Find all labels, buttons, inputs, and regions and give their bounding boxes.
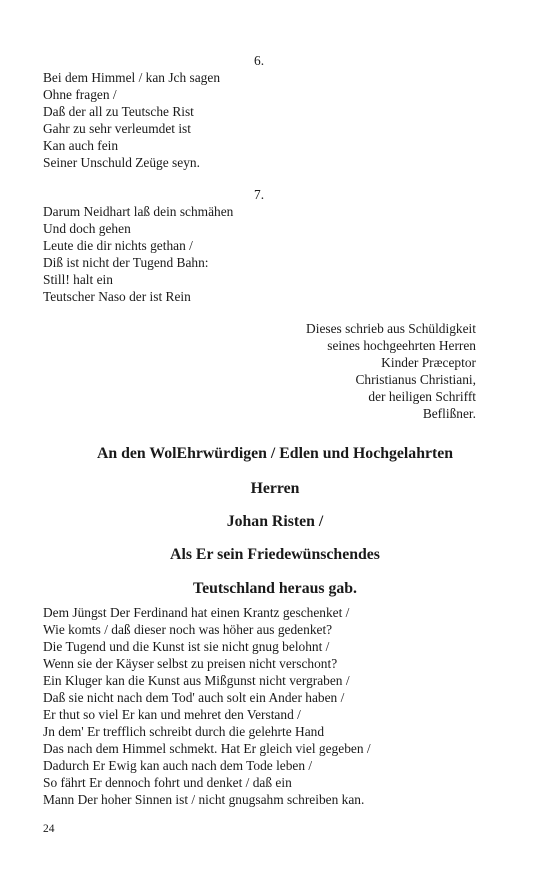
verse-line: Darum Neidhart laß dein schmähen — [43, 204, 234, 219]
poem-line: Daß sie nicht nach dem Tod' auch solt ein Ander haben / — [43, 690, 345, 705]
dedication-heading-line: An den WolEhrwürdigen / Edlen und Hochgelahrten — [96, 445, 454, 462]
poem-line: Mann Der hoher Sinnen ist / nicht gnugsahm schreiben kan. — [43, 792, 365, 807]
signature-line: Christianus Christiani, — [355, 372, 476, 387]
poem-line: Jn dem' Er trefflich schreibt durch die gelehrte Hand — [43, 724, 325, 739]
signature-line: der heiligen Schrifft — [368, 389, 476, 404]
verse-line: Ohne fragen / — [43, 87, 117, 102]
verse-line: Still! halt ein — [43, 272, 113, 287]
signature-line: Kinder Præceptor — [381, 355, 476, 370]
poem-line: Wenn sie der Käyser selbst zu preisen nicht verschont? — [43, 656, 338, 671]
verse-line: Daß der all zu Teutsche Rist — [43, 104, 194, 119]
verse-line: Leute die dir nichts gethan / — [43, 238, 193, 253]
verse-line: Bei dem Himmel / kan Jch sagen — [43, 70, 221, 85]
poem-line: Ein Kluger kan die Kunst aus Mißgunst nicht vergraben / — [43, 673, 350, 688]
dedication-heading-line: Teutschland heraus gab. — [192, 580, 358, 597]
verse-line: Teutscher Naso der ist Rein — [43, 289, 191, 304]
poem-line: Dadurch Er Ewig kan auch nach dem Tode leben / — [43, 758, 313, 773]
signature-line: seines hochgeehrten Herren — [327, 338, 476, 353]
poem-line: Die Tugend und die Kunst ist sie nicht gnug belohnt / — [43, 639, 330, 654]
verse-line: Seiner Unschuld Zeüge seyn. — [43, 155, 200, 170]
signature-line: Dieses schrieb aus Schüldigkeit — [306, 321, 476, 336]
stanza-number: 6. — [254, 53, 265, 68]
poem-line: So fährt Er dennoch fohrt und denket / daß ein — [43, 775, 292, 790]
page-number: 24 — [43, 823, 55, 835]
dedication-heading-line: Johan Risten / — [226, 513, 324, 530]
dedication-heading-line: Als Er sein Friedewünschendes — [170, 546, 380, 563]
poem-line: Das nach dem Himmel schmekt. Hat Er gleich viel gegeben / — [43, 741, 371, 756]
poem-line: Dem Jüngst Der Ferdinand hat einen Krantz geschenket / — [43, 605, 350, 620]
verse-line: Kan auch fein — [43, 138, 119, 153]
poem-line: Er thut so viel Er kan und mehret den Verstand / — [43, 707, 301, 722]
stanza-number: 7. — [254, 187, 265, 202]
verse-line: Diß ist nicht der Tugend Bahn: — [43, 255, 209, 270]
signature-line: Beflißner. — [422, 406, 476, 421]
poem-line: Wie komts / daß dieser noch was höher aus gedenket? — [43, 622, 333, 637]
verse-line: Gahr zu sehr verleumdet ist — [43, 121, 191, 136]
dedication-heading-line: Herren — [250, 480, 300, 497]
verse-line: Und doch gehen — [43, 221, 131, 236]
